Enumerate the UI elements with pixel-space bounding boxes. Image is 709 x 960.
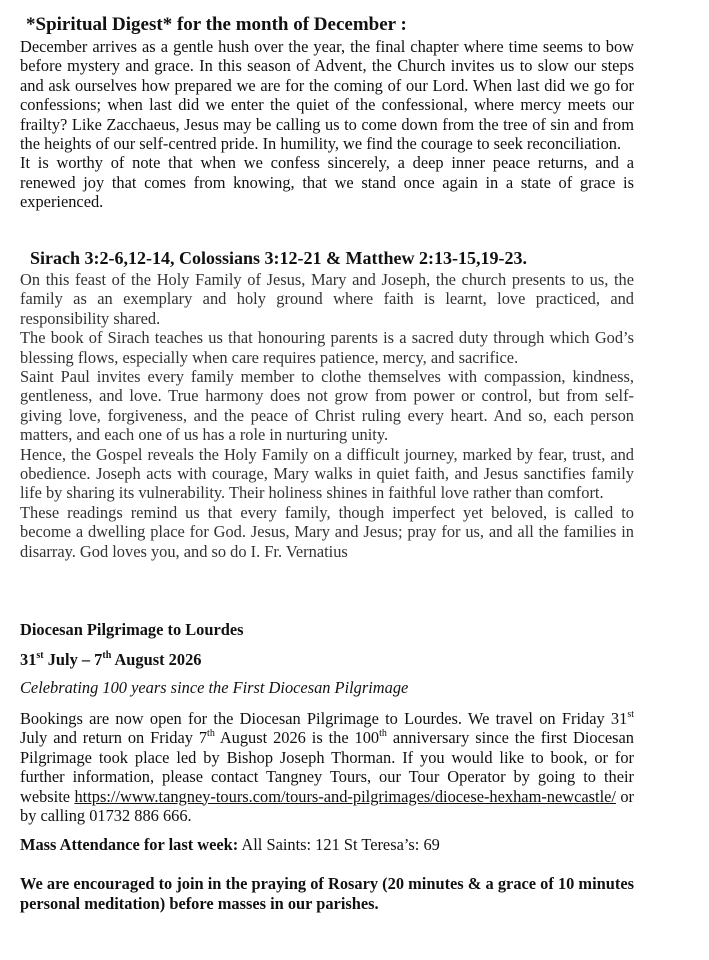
pilgrimage-sup-2: th xyxy=(207,727,215,739)
readings-paragraph-5: These readings remind us that every family, though imperfect yet beloved, is called to become a dwelling place for God. Jesus, Mary and Jesus; pray for us, and all the families in disarray. God loves you, and so do I. Fr. Vernatius xyxy=(20,502,634,561)
pilgrimage-body-1: Bookings are now open for the Diocesan Pilgrimage to Lourdes. We travel on Friday 31 xyxy=(20,709,628,728)
mass-attendance-counts: All Saints: 121 St Teresa’s: 69 xyxy=(238,835,440,854)
readings-paragraph-3: Saint Paul invites every family member to clothe themselves with compassion, kindness, gentleness, and love. True harmony does not grow from power or control, but from self-giving love, forgiveness, and the peace of Christ ruling every heart. And so, each person matters, and each one of us has a role in nurturing unity. xyxy=(20,367,634,445)
pilgrimage-sup-3: th xyxy=(379,727,387,739)
readings-title: Sirach 3:2-6,12-14, Colossians 3:12-21 & Matthew 2:13-15,19-23. xyxy=(30,248,527,268)
date-start-sup: st xyxy=(36,649,44,661)
readings-paragraph-2: The book of Sirach teaches us that honouring parents is a sacred duty through which God’s blessing flows, especially when care requires patience, mercy, and sacrifice. xyxy=(20,328,634,367)
pilgrimage-subtitle: Celebrating 100 years since the First Diocesan Pilgrimage xyxy=(20,678,409,697)
tangney-tours-link[interactable]: https://www.tangney-tours.com/tours-and-pilgrimages/diocese-hexham-newcastle/ xyxy=(74,786,616,806)
pilgrimage-body-4: anniversary since the first Diocesan Pilgrimage took place led by Bishop Joseph Thorman. If you would like to book, or for further information, please contact Tangney Tours, our Tour Operator by going to their website xyxy=(20,728,634,806)
mass-attendance xyxy=(20,835,634,855)
digest-paragraph-1: December arrives as a gentle hush over the year, the final chapter where time seems to bow before mystery and grace. In this season of Advent, the Church invites us to slow our steps and ask ourselves how prepared we are for the coming of our Lord. When last did we go for confessions; when last did we enter the quiet of the confessional, where mercy meets our frailty? Like Zacchaeus, Jesus may be calling us to come down from the tree of sin and from the heights of our self-centred pride. In humility, we find the courage to seek reconciliation. xyxy=(20,37,634,154)
date-start-day: 31 xyxy=(20,650,37,669)
readings-paragraph-4: Hence, the Gospel reveals the Holy Family on a difficult journey, marked by fear, trust, and obedience. Joseph acts with courage, Mary walks in quiet faith, and Jesus sanctifies family life by sharing its vulnerability. Their holiness shines in faithful love rather than comfort. xyxy=(20,444,634,503)
pilgrimage-title: Diocesan Pilgrimage to Lourdes xyxy=(20,620,244,639)
pilgrimage-body-5: or by calling 01732 886 666. xyxy=(20,786,634,826)
date-end-sup: th xyxy=(102,649,112,661)
pilgrimage-dates xyxy=(20,650,634,670)
pilgrimage-sup-1: st xyxy=(627,708,634,720)
pilgrimage-body-2: July and return on Friday 7 xyxy=(20,728,208,748)
readings-paragraph-1: On this feast of the Holy Family of Jesus, Mary and Joseph, the church presents to us, the family as an exemplary and holy ground where faith is learnt, love practiced, and responsibility shared. xyxy=(20,270,634,328)
digest-paragraph-2: It is worthy of note that when we confess sincerely, a deep inner peace returns, and a renewed joy that comes from knowing, that we stand once again in a state of grace is experienced. xyxy=(20,153,634,212)
readings-section xyxy=(20,270,634,561)
pilgrimage-body-3: August 2026 is the 100 xyxy=(214,728,380,748)
rosary-notice: We are encouraged to join in the praying of Rosary (20 minutes & a grace of 10 minutes personal meditation) before masses in our parishes. xyxy=(20,874,634,913)
date-start-month: July – 7 xyxy=(43,650,103,669)
digest-section xyxy=(20,37,634,212)
digest-title: *Spiritual Digest* for the month of December : xyxy=(26,14,407,35)
mass-attendance-label: Mass Attendance for last week: xyxy=(20,835,239,854)
date-end-rest: August 2026 xyxy=(111,650,202,669)
pilgrimage-body xyxy=(20,709,634,825)
